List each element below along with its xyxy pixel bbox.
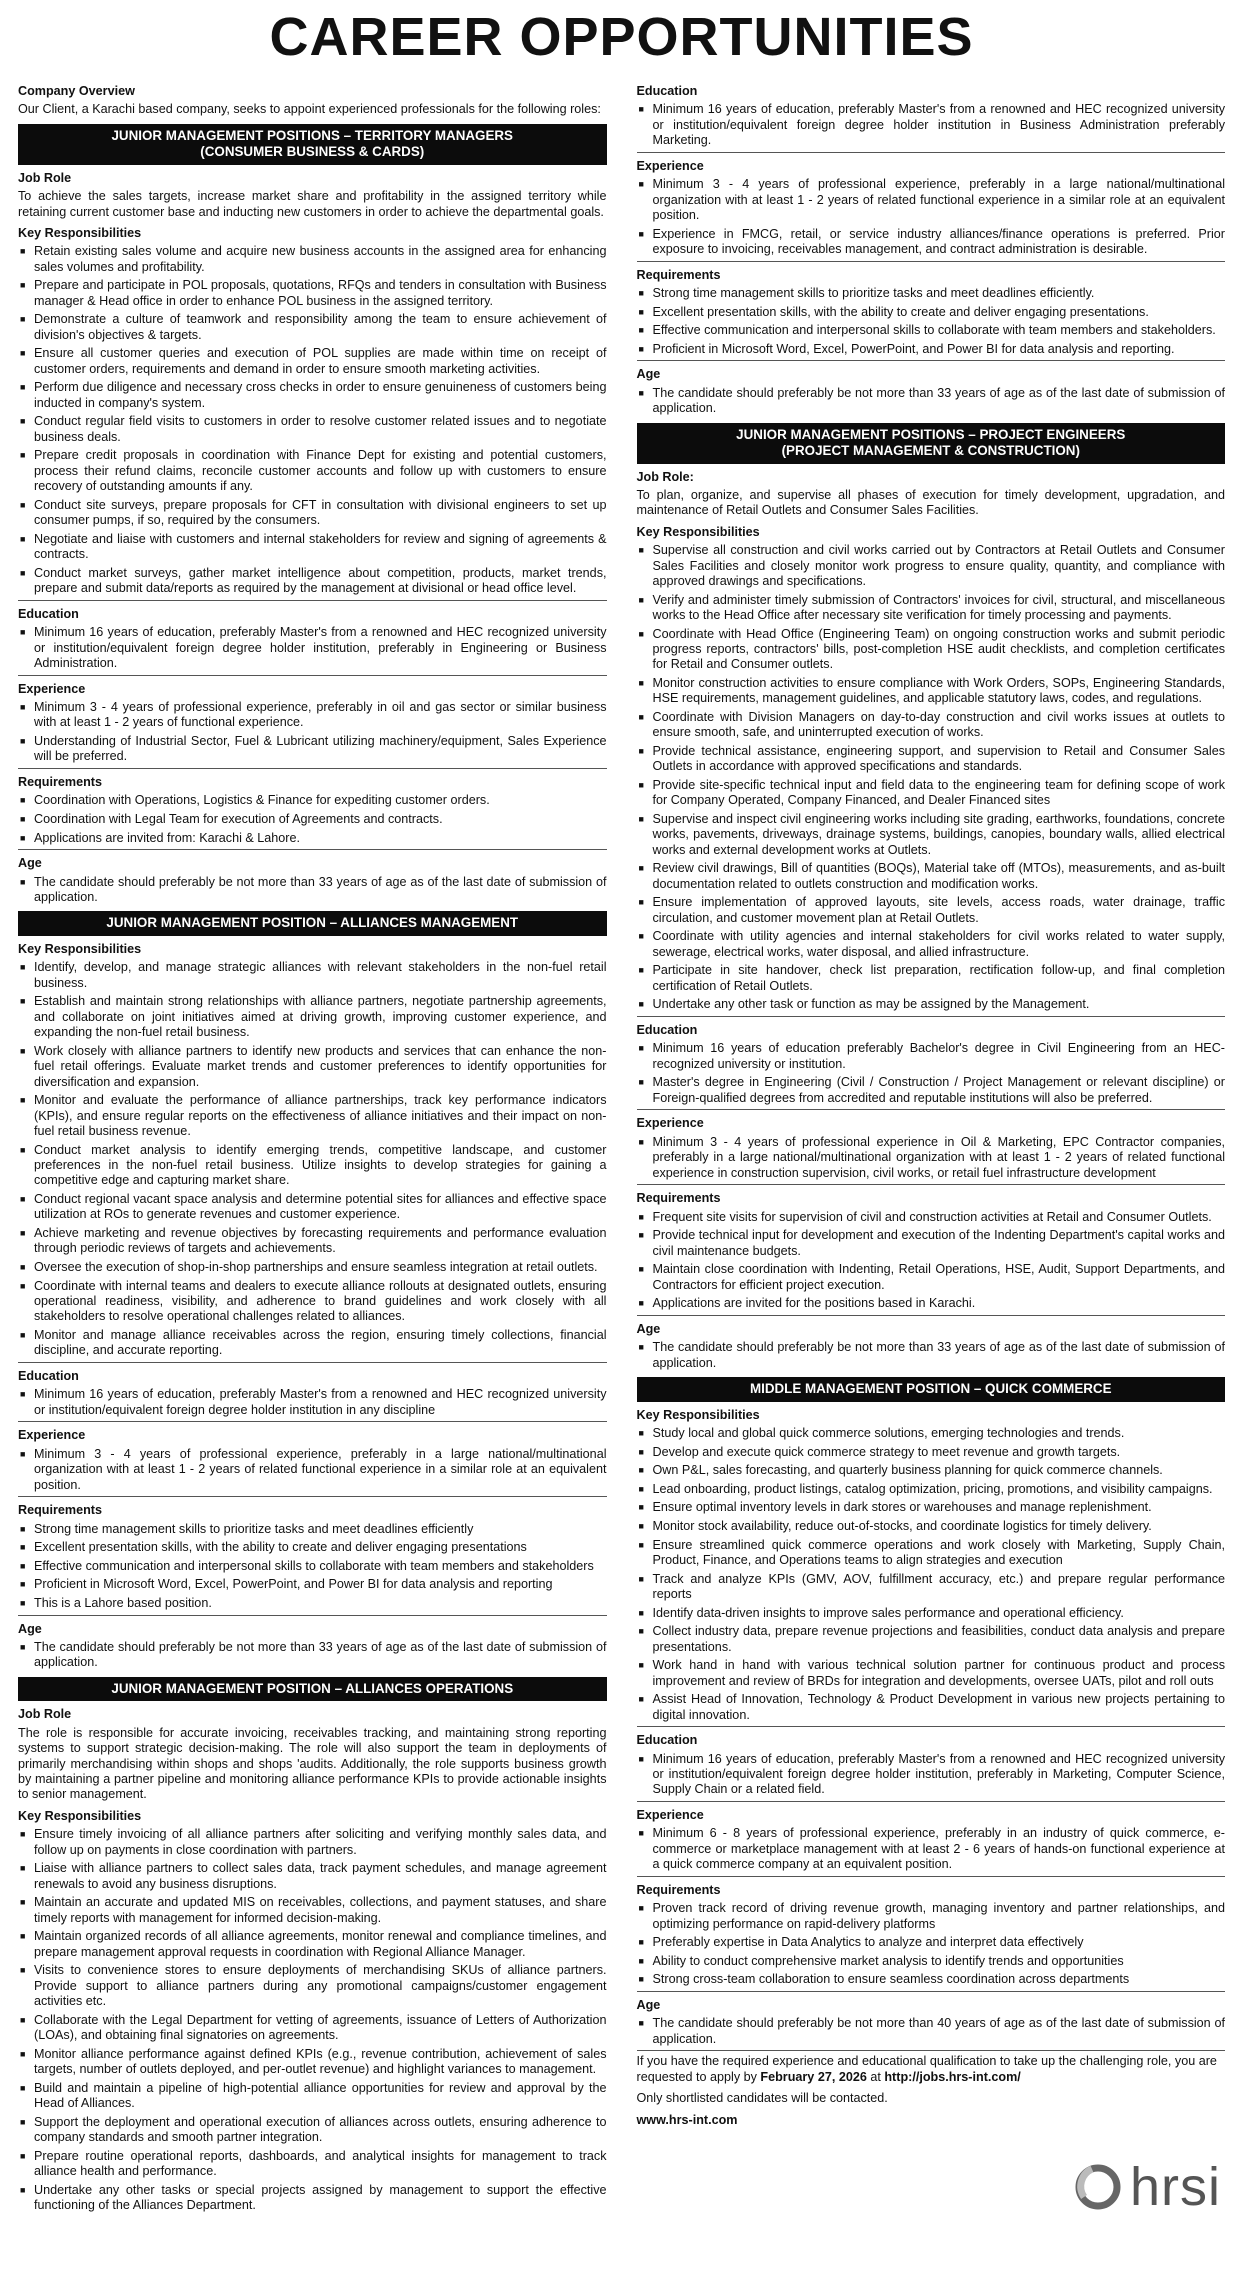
list-item: ■ Liaise with alliance partners to collect sales data, track payment schedules, and manage agreement renewals to avoid any business disruptions. — [18, 1861, 607, 1892]
list-item: ■ Establish and maintain strong relationships with alliance partners, negotiate partnership agreements, and collaborate on joint initiatives aimed at driving growth, improving customer experience, and expanding the non-fuel retail business. — [18, 994, 607, 1040]
list-item: ■ Ability to conduct comprehensive market analysis to identify trends and opportunities — [637, 1954, 1226, 1969]
list-item: ■ Coordinate with Division Managers on day-to-day construction and civil works issues at outlets to ensure smooth, safe, and uninterrupted execution of works. — [637, 710, 1226, 741]
bullet-list — [18, 1827, 607, 2213]
list-item: ■ Minimum 16 years of education, preferably Master's from a renowned and HEC recognized university or institution/equivalent foreign degree holder institution, preferably in Engineering or Business Administration. — [18, 625, 607, 671]
list-item: ■ The candidate should preferably be not more than 33 years of age as of the last date of submission of application. — [637, 1340, 1226, 1371]
bullet-list — [637, 1752, 1226, 1798]
section-heading: Education — [636, 84, 698, 98]
list-item: ■ Coordinate with Head Office (Engineering Team) on ongoing construction works and submit periodic progress reports, contractors' bills, post-completion HSE audit checklists, and completion certificates for Retail and Consumer outlets. — [637, 627, 1226, 673]
section-heading: Requirements — [636, 267, 721, 282]
list-item: ■ Verify and administer timely submission of Contractors' invoices for civil, structural, and miscellaneous works to the Head Office after necessary site verification for timely processing and payments. — [637, 593, 1226, 624]
list-item: ■ The candidate should preferably be not more than 33 years of age as of the last date of submission of application. — [18, 875, 607, 906]
section-heading: Job Role — [18, 1707, 72, 1722]
list-item: ■ Study local and global quick commerce solutions, emerging technologies and trends. — [637, 1426, 1226, 1441]
list-item: ■ Assist Head of Innovation, Technology & Product Development in various new projects pertaining to digital innovation. — [637, 1692, 1226, 1723]
section-heading: Requirements — [636, 1882, 721, 1897]
list-item: ■ The candidate should preferably be not more than 33 years of age as of the last date of submission of application. — [18, 1640, 607, 1671]
list-item: ■ Minimum 3 - 4 years of professional experience in Oil & Marketing, EPC Contractor companies, preferably in a large national/multinational organization with at least 1 - 2 years of related functional experience in construction supervision, civil works, or retail fuel infrastructure development — [637, 1135, 1226, 1181]
list-item: ■ Achieve marketing and revenue objectives by forecasting requirements and performance evaluation through periodic reviews of targets and achievements. — [18, 1226, 607, 1257]
website-link[interactable]: www.hrs-int.com — [636, 2112, 738, 2127]
list-item: ■ The candidate should preferably be not more than 40 years of age as of the last date of submission of application. — [637, 2016, 1226, 2047]
section-heading: Experience — [636, 158, 704, 173]
section-heading: Job Role — [18, 170, 72, 185]
alliances-operations-header: JUNIOR MANAGEMENT POSITION – ALLIANCES OPERATIONS — [18, 1677, 607, 1702]
list-item: ■ Supervise all construction and civil works carried out by Contractors at Retail Outlets and Consumer Sales Facilities and closely monitor work progress to ensure quality, quantity, and compliance with approved drawings and specifications. — [637, 543, 1226, 589]
list-item: ■ Minimum 3 - 4 years of professional experience, preferably in a large national/multinational organization with at least 1 - 2 years of related functional experience in a similar role at an equivalent position. — [18, 1447, 607, 1493]
deadline: February 27, 2026 — [760, 2069, 867, 2084]
section-heading: Experience — [636, 1116, 704, 1131]
list-item: ■ Preferably expertise in Data Analytics to analyze and interpret data effectively — [637, 1935, 1226, 1950]
list-item: ■ Ensure timely invoicing of all alliance partners after soliciting and verifying monthly sales data, and follow up on payments in close coordination with partners. — [18, 1827, 607, 1858]
section-heading: Age — [636, 1997, 661, 2012]
project-engineers-header: JUNIOR MANAGEMENT POSITIONS – PROJECT ENGINEERS (PROJECT MANAGEMENT & CONSTRUCTION) — [637, 423, 1226, 464]
list-item: ■ Provide technical assistance, engineering support, and supervision to Retail and Consumer Sales Outlets in accordance with approved specifications and standards. — [637, 744, 1226, 775]
quick-commerce-header: MIDDLE MANAGEMENT POSITION – QUICK COMMERCE — [637, 1377, 1226, 1402]
section-heading: Key Responsibilities — [18, 1808, 142, 1823]
section-heading: Key Responsibilities — [636, 524, 760, 539]
list-item: ■ Perform due diligence and necessary cross checks in order to ensure genuineness of customers being inducted in company's system. — [18, 380, 607, 411]
list-item: ■ Proficient in Microsoft Word, Excel, PowerPoint, and Power BI for data analysis and reporting. — [637, 342, 1226, 357]
list-item: ■ Collect industry data, prepare revenue projections and feasibilities, conduct data analysis and prepare presentations. — [637, 1624, 1226, 1655]
bullet-list — [18, 875, 607, 906]
bullet-list — [637, 386, 1226, 417]
section-heading: Experience — [636, 1807, 704, 1822]
list-item: ■ Strong time management skills to prioritize tasks and meet deadlines efficiently. — [637, 286, 1226, 301]
list-item: ■ Collaborate with the Legal Department for vetting of agreements, issuance of Letters of Authorization (LOAs), and obtaining final signatories on agreements. — [18, 2013, 607, 2044]
list-item: ■ Own P&L, sales forecasting, and quarterly business planning for quick commerce channels. — [637, 1463, 1226, 1478]
left-column — [18, 78, 607, 2217]
section-heading: Education — [18, 1369, 79, 1383]
list-item: ■ Monitor alliance performance against defined KPIs (e.g., revenue contribution, achievement of sales targets, number of outlets deployed, and per-outlet revenue) and highlight variances to management. — [18, 2047, 607, 2078]
list-item: ■ Lead onboarding, product listings, catalog optimization, pricing, promotions, and visibility campaigns. — [637, 1482, 1226, 1497]
section-heading: Education — [18, 606, 79, 621]
list-item: ■ Frequent site visits for supervision of civil and construction activities at Retail and Consumer Outlets. — [637, 1210, 1226, 1225]
bullet-list — [18, 1640, 607, 1671]
bullet-list — [637, 543, 1226, 1013]
list-item: ■ Minimum 16 years of education, preferably Master's from a renowned and HEC recognized university or institution/equivalent foreign degree holder institution in Business Administration preferably Marketing. — [637, 102, 1226, 148]
list-item: ■ Monitor construction activities to ensure compliance with Work Orders, SOPs, Engineering Standards, HSE requirements, management guidelines, and applicable statutory laws, codes, and regulations. — [637, 676, 1226, 707]
section-heading: Key Responsibilities — [18, 226, 142, 241]
list-item: ■ Experience in FMCG, retail, or service industry alliances/finance operations is preferred. Prior exposure to invoicing, receivables management, and contract administration is desirable. — [637, 227, 1226, 258]
list-item: ■ The candidate should preferably be not more than 33 years of age as of the last date of submission of application. — [637, 386, 1226, 417]
list-item: ■ Minimum 6 - 8 years of professional experience, preferably in an industry of quick commerce, e-commerce or marketplace management with at least 2 - 6 years of hands-on functional experience at a quick commerce company at an equivalent position. — [637, 1826, 1226, 1872]
list-item: ■ Master's degree in Engineering (Civil / Construction / Project Management or relevant discipline) or Foreign-qualified degrees from accredited and reputable institutions will also be preferred. — [637, 1075, 1226, 1106]
section-heading: Requirements — [18, 1503, 102, 1518]
list-item: ■ This is a Lahore based position. — [18, 1596, 607, 1611]
list-item: ■ Prepare routine operational reports, dashboards, and analytical insights for management to track alliance health and performance. — [18, 2149, 607, 2180]
list-item: ■ Demonstrate a culture of teamwork and responsibility among the team to ensure achievement of division's objectives & targets. — [18, 312, 607, 343]
list-item: ■ Coordination with Legal Team for execution of Agreements and contracts. — [18, 812, 607, 827]
list-item: ■ Retain existing sales volume and acquire new business accounts in the assigned area for enhancing sales volumes and profitability. — [18, 244, 607, 275]
job-role-text: To plan, organize, and supervise all phases of execution for timely development, upgradation, and maintenance of Retail Outlets and Consumer Sales Facilities. — [636, 488, 1225, 518]
list-item: ■ Monitor and evaluate the performance of alliance partnerships, track key performance indicators (KPIs), and ensure regular reports on the effectiveness of alliance initiatives and their impact on non-fuel retail business revenue. — [18, 1093, 607, 1139]
bullet-list — [18, 700, 607, 765]
section-heading: Key Responsibilities — [18, 941, 142, 956]
bullet-list — [637, 286, 1226, 357]
list-item: ■ Visits to convenience stores to ensure deployments of merchandising SKUs of alliance partners. Provide support to alliance partners during any promotional campaigns/customer engagement activities etc. — [18, 1963, 607, 2009]
list-item: ■ Conduct market surveys, gather market intelligence about competition, products, market trends, prepare and submit data/reports as required by the management at divisional or head office level. — [18, 566, 607, 597]
section-heading: Experience — [18, 681, 86, 696]
list-item: ■ Applications are invited for the positions based in Karachi. — [637, 1296, 1226, 1311]
list-item: ■ Understanding of Industrial Sector, Fuel & Lubricant utilizing machinery/equipment, Sales Experience will be preferred. — [18, 734, 607, 765]
list-item: ■ Ensure streamlined quick commerce operations and work closely with Marketing, Supply Chain, Product, Finance, and Operations teams to align strategies and execution — [637, 1538, 1226, 1569]
bullet-list — [637, 2016, 1226, 2047]
list-item: ■ Build and maintain a pipeline of high-potential alliance opportunities for review and approval by the Head of Alliances. — [18, 2081, 607, 2112]
list-item: ■ Undertake any other task or function as may be assigned by the Management. — [637, 997, 1226, 1012]
list-item: ■ Supervise and inspect civil engineering works including site grading, earthworks, foundations, concrete works, pavements, driveways, drainage systems, buildings, canopies, boundary walls, allied electrical works and external development works at Outlets. — [637, 812, 1226, 858]
bullet-list — [637, 1135, 1226, 1181]
list-item: ■ Prepare credit proposals in coordination with Finance Dept for existing and potential customers, process their refund claims, reconcile customer accounts and follow up with customers to ensure recovery of outstanding amounts if any. — [18, 448, 607, 494]
list-item: ■ Ensure optimal inventory levels in dark stores or warehouses and manage replenishment. — [637, 1500, 1226, 1515]
hrsi-logo — [1074, 2156, 1221, 2218]
bullet-list — [637, 1826, 1226, 1872]
list-item: ■ Effective communication and interpersonal skills to collaborate with team members and stakeholders — [18, 1559, 607, 1574]
apply-link[interactable]: http://jobs.hrs-int.com/ — [884, 2069, 1021, 2084]
bullet-list — [637, 1426, 1226, 1723]
section-heading: Age — [636, 1321, 661, 1336]
bullet-list — [637, 102, 1226, 148]
bullet-list — [637, 1210, 1226, 1312]
bullet-list — [18, 1447, 607, 1493]
application-footer — [637, 2054, 1226, 2128]
list-item: ■ Work hand in hand with various technical solution partner for continuous product and process improvement and review of BRDs for integration and developments, oversee UATs, pilot and roll outs — [637, 1658, 1226, 1689]
list-item: ■ Develop and execute quick commerce strategy to meet revenue and growth targets. — [637, 1445, 1226, 1460]
page-title: CAREER OPPORTUNITIES — [269, 7, 974, 67]
list-item: ■ Oversee the execution of shop-in-shop partnerships and ensure seamless integration at retail outlets. — [18, 1260, 607, 1275]
list-item: ■ Provide technical input for development and execution of the Indenting Department's capital works and civil maintenance budgets. — [637, 1228, 1226, 1259]
list-item: ■ Minimum 16 years of education preferably Bachelor's degree in Civil Engineering from an HEC-recognized university or institution. — [637, 1041, 1226, 1072]
list-item: ■ Monitor stock availability, reduce out-of-stocks, and coordinate logistics for timely delivery. — [637, 1519, 1226, 1534]
list-item: ■ Proven track record of driving revenue growth, managing inventory and partner relationships, and optimizing performance on rapid-delivery platforms — [637, 1901, 1226, 1932]
bullet-list — [18, 1522, 607, 1612]
section-heading: Experience — [18, 1428, 86, 1443]
list-item: ■ Conduct regular field visits to customers in order to resolve customer related issues and to negotiate business deals. — [18, 414, 607, 445]
list-item: ■ Coordination with Operations, Logistics & Finance for expediting customer orders. — [18, 793, 607, 808]
list-item: ■ Provide site-specific technical input and field data to the engineering team for defining scope of work for Company Operated, Company Financed, and Dealer Financed sites — [637, 778, 1226, 809]
bullet-list — [637, 1340, 1226, 1371]
section-heading: Requirements — [18, 775, 102, 790]
bullet-list — [18, 625, 607, 671]
list-item: ■ Track and analyze KPIs (GMV, AOV, fulfillment accuracy, etc.) and prepare regular performance reports — [637, 1572, 1226, 1603]
list-item: ■ Ensure all customer queries and execution of POL supplies are made within time on receipt of customer orders, requirements and demand in order to ensure smooth marketing activities. — [18, 346, 607, 377]
section-heading: Job Role: — [636, 469, 694, 484]
list-item: ■ Minimum 3 - 4 years of professional experience, preferably in a large national/multinational organization with at least 1 - 2 years of related functional experience in a similar role at an equivalent position. — [637, 177, 1226, 223]
right-column — [637, 78, 1226, 2217]
list-item: ■ Excellent presentation skills, with the ability to create and deliver engaging presentations. — [637, 305, 1226, 320]
bullet-list — [18, 1387, 607, 1418]
section-heading: Education — [636, 1733, 698, 1748]
alliances-management-header: JUNIOR MANAGEMENT POSITION – ALLIANCES MANAGEMENT — [18, 911, 607, 936]
list-item: ■ Ensure implementation of approved layouts, site levels, access roads, water drainage, traffic circulation, and customer movement plan at Retail Outlets. — [637, 895, 1226, 926]
columns — [18, 78, 1225, 2217]
list-item: ■ Monitor and manage alliance receivables across the region, ensuring timely collections, financial discipline, and accurate reporting. — [18, 1328, 607, 1359]
list-item: ■ Excellent presentation skills, with the ability to create and deliver engaging presentations — [18, 1540, 607, 1555]
list-item: ■ Review civil drawings, Bill of quantities (BOQs), Material take off (MTOs), measurements, and as-built documentation related to outlets construction and modification works. — [637, 861, 1226, 892]
bullet-list — [18, 793, 607, 846]
bullet-list — [637, 177, 1226, 257]
list-item: ■ Maintain an accurate and updated MIS on receivables, collections, and payment statuses, and share timely reports with management for informed decision-making. — [18, 1895, 607, 1926]
list-item: ■ Applications are invited from: Karachi & Lahore. — [18, 831, 607, 846]
bullet-list — [18, 960, 607, 1358]
list-item: ■ Prepare and participate in POL proposals, quotations, RFQs and tenders in consultation with Business manager & Head office in order to enhance POL business in the assigned territory. — [18, 278, 607, 309]
job-role-text: To achieve the sales targets, increase market share and profitability in the assigned territory while retaining current customer base and inducting new customers in order to achieve the departmental goals. — [18, 189, 607, 219]
job-role-text: The role is responsible for accurate invoicing, receivables tracking, and maintaining strong reporting systems to support strategic decision-making. The role will also support the team in deployments of primarily merchandising within shops and shops 'audits. Additionally, the role supports business growth by maintaining a partner pipeline and monitoring alliance performance KPIs to provide actionable insights to senior management. — [18, 1725, 607, 1802]
logo-text: hrsi — [1129, 2157, 1221, 2217]
list-item: ■ Minimum 16 years of education, preferably Master's from a renowned and HEC recognized university or institution/equivalent foreign degree holder institution in any discipline — [18, 1387, 607, 1418]
bullet-list — [18, 244, 607, 596]
list-item: ■ Strong time management skills to prioritize tasks and meet deadlines efficiently — [18, 1522, 607, 1537]
bullet-list — [637, 1901, 1226, 1988]
list-item: ■ Conduct market analysis to identify emerging trends, competitive landscape, and customer preferences in the non-fuel retail business. Utilize insights to develop strategies for gaining a competitive edge and capturing market share. — [18, 1143, 607, 1189]
list-item: ■ Negotiate and liaise with customers and internal stakeholders for review and signing of agreements & contracts. — [18, 532, 607, 563]
list-item: ■ Work closely with alliance partners to identify new products and services that can enhance the non-fuel retail offerings. Evaluate market trends and customer preferences to identify opportunities for diversification and expansion. — [18, 1044, 607, 1090]
list-item: ■ Conduct regional vacant space analysis and determine potential sites for alliances and effective space utilization at ROs to generate revenues and customer experience. — [18, 1192, 607, 1223]
list-item: ■ Identify, develop, and manage strategic alliances with relevant stakeholders in the non-fuel retail business. — [18, 960, 607, 991]
section-heading: Education — [636, 1023, 698, 1038]
logo-ring-icon — [1074, 2163, 1122, 2211]
list-item: ■ Conduct site surveys, prepare proposals for CFT in consultation with divisional engineers to set up consumer pumps, if so, required by the consumers. — [18, 498, 607, 529]
list-item: ■ Maintain organized records of all alliance agreements, monitor renewal and compliance timelines, and prepare management approval requests in coordination with Regional Alliance Manager. — [18, 1929, 607, 1960]
list-item: ■ Maintain close coordination with Indenting, Retail Operations, HSE, Audit, Support Departments, and Contractors for efficient project execution. — [637, 1262, 1226, 1293]
section-heading: Requirements — [636, 1191, 721, 1206]
apply-instructions: If you have the required experience and educational qualification to take up the challenging role, you are requested to apply by February 27, 2026 at http://jobs.hrs-int.com/ — [636, 2054, 1217, 2084]
territory-managers-header: JUNIOR MANAGEMENT POSITIONS – TERRITORY MANAGERS (CONSUMER BUSINESS & CARDS) — [18, 124, 607, 165]
list-item: ■ Coordinate with utility agencies and internal stakeholders for civil works related to water supply, sewerage, electrical works, water disposal, and allied infrastructure. — [637, 929, 1226, 960]
section-heading: Age — [18, 856, 42, 871]
list-item: ■ Participate in site handover, check list preparation, rectification follow-up, and final completion certification of Retail Outlets. — [637, 963, 1226, 994]
list-item: ■ Minimum 3 - 4 years of professional experience, preferably in oil and gas sector or similar business with at least 1 - 2 years of functional experience. — [18, 700, 607, 731]
section-heading: Age — [636, 367, 661, 382]
list-item: ■ Effective communication and interpersonal skills to collaborate with team members and stakeholders. — [637, 323, 1226, 338]
list-item: ■ Undertake any other tasks or special projects assigned by management to support the effective functioning of the Alliances Department. — [18, 2183, 607, 2214]
shortlist-note: Only shortlisted candidates will be contacted. — [636, 2091, 888, 2106]
company-overview-heading: Company Overview — [18, 84, 135, 98]
bullet-list — [637, 1041, 1226, 1106]
list-item: ■ Minimum 16 years of education, preferably Master's from a renowned and HEC recognized university or institution/equivalent foreign degree holder institution, preferably in Marketing, Computer Science, Supply Chain or a related field. — [637, 1752, 1226, 1798]
list-item: ■ Support the deployment and operational execution of alliances across outlets, ensuring adherence to company standards and smooth partner integration. — [18, 2115, 607, 2146]
list-item: ■ Strong cross-team collaboration to ensure seamless coordination across departments — [637, 1972, 1226, 1987]
company-overview-text: Our Client, a Karachi based company, seeks to appoint experienced professionals for the following roles: — [18, 102, 601, 117]
section-heading: Key Responsibilities — [636, 1407, 760, 1422]
list-item: ■ Identify data-driven insights to improve sales performance and operational efficiency. — [637, 1606, 1226, 1621]
section-heading: Age — [18, 1621, 42, 1636]
list-item: ■ Coordinate with internal teams and dealers to execute alliance rollouts at designated outlets, ensuring operational readiness, visibility, and adherence to brand guidelines and work closely with all stakeholders to resolve operational challenges related to alliances. — [18, 1279, 607, 1325]
list-item: ■ Proficient in Microsoft Word, Excel, PowerPoint, and Power BI for data analysis and reporting — [18, 1577, 607, 1592]
